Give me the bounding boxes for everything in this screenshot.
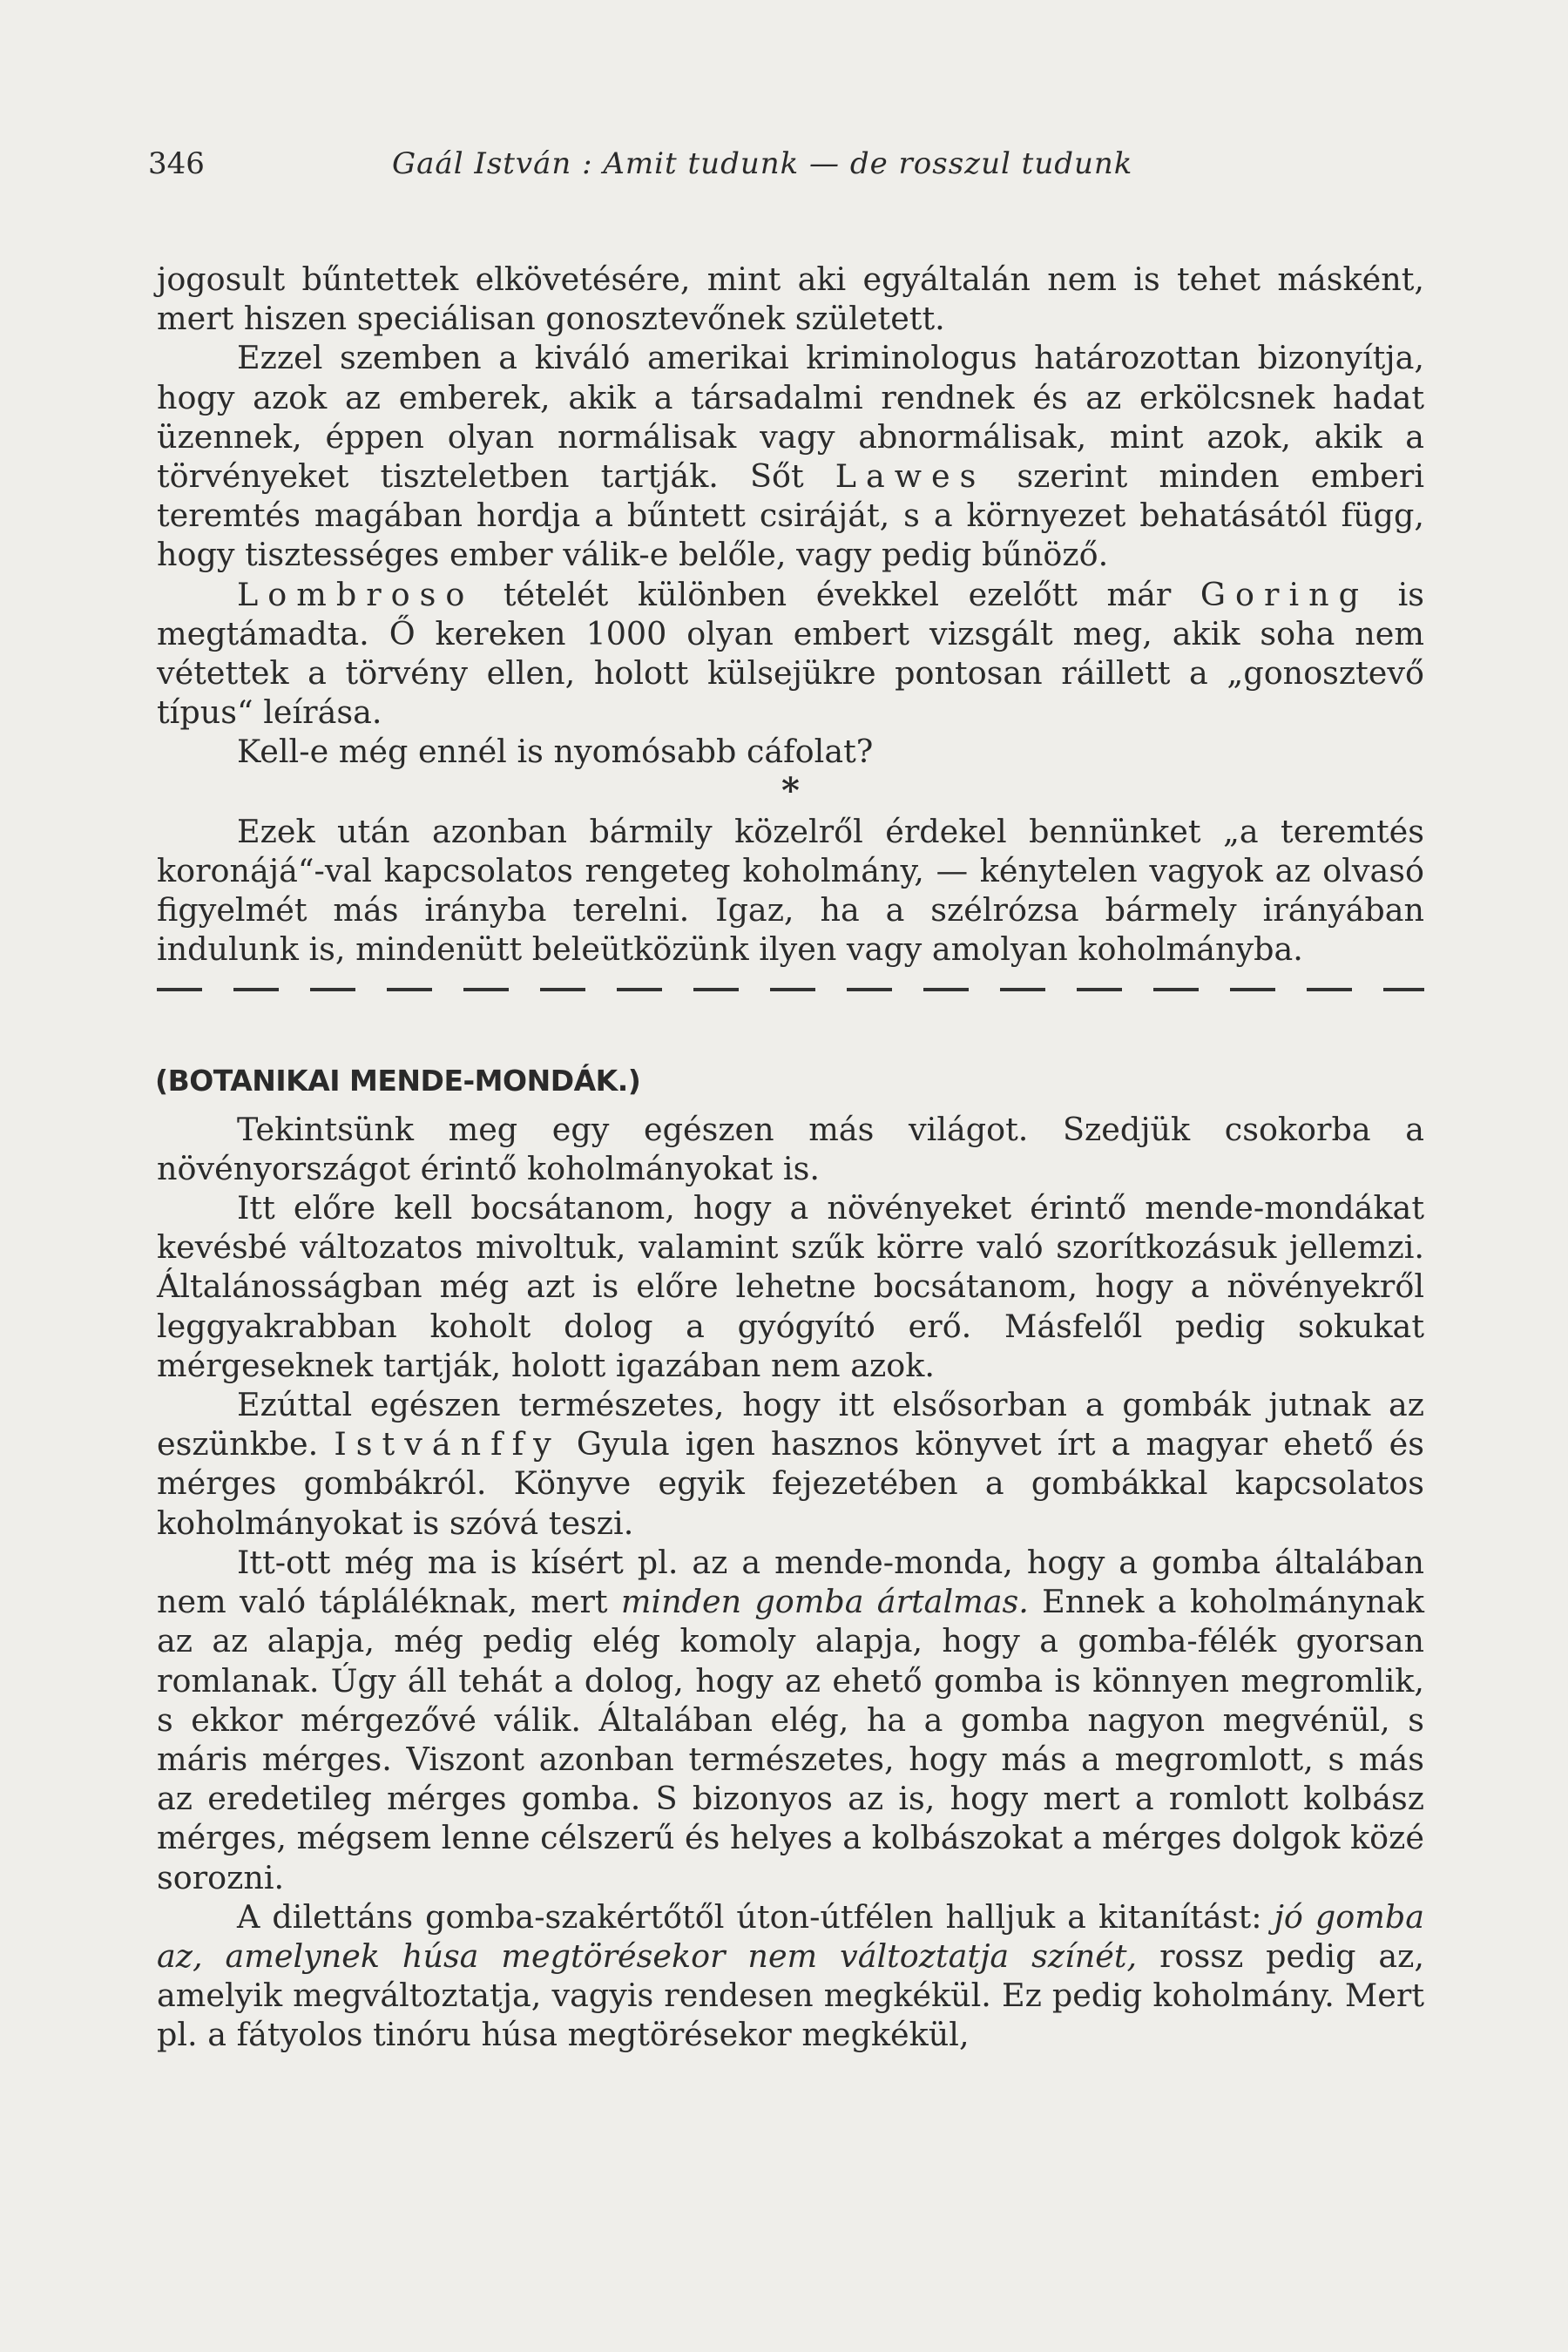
paragraph-text: jogosult bűntettek elkövetésére, mint aki egyáltalán nem is tehet másként, mert hiszen speciálisan gonosztevőnek született. [157, 260, 1424, 338]
paragraph [157, 732, 1424, 771]
paragraph-text: Tekintsünk meg egy egészen más világot. Szedjük csokorba a növényországot érintő koholmányokat is. [157, 1110, 1424, 1187]
paragraph [157, 1188, 1424, 1385]
author-name: Goring [1200, 575, 1369, 613]
paragraph [157, 1897, 1424, 2055]
paragraph [157, 1385, 1424, 1543]
paragraph [157, 1110, 1424, 1188]
paragraph-text: Ezzel szemben a kiváló amerikai kriminologus határozottan bizonyítja, hogy azok az emberek, akik a társadalmi rendnek és az erkölcsnek hadat üzennek, éppen olyan normálisak vagy abnormálisak, mint azok, akik a törvényeket tiszteletben tartják. Sőt [157, 339, 1424, 496]
paragraph-text: Gyula igen hasznos könyvet írt a magyar ehető és mérges gombákról. Könyve egyik fejezetében a gombákkal kapcsolatos koholmányokat is szóvá teszi. [157, 1425, 1424, 1542]
paragraph-text: A dilettáns gomba-szakértőtől úton-útfélen halljuk a kitanítást: [237, 1897, 1262, 1936]
paragraph-text: Itt-ott még ma is kísért pl. az a mende-monda, hogy a gomba általában nem való tápláléknak, mert [157, 1543, 1424, 1621]
author-name: Lombroso [237, 575, 475, 613]
author-name: Istvánffy [334, 1425, 561, 1463]
dashed-divider [157, 988, 1424, 991]
paragraph [157, 338, 1424, 574]
page-number: 346 [148, 146, 205, 181]
paragraph-text: rossz pedig az, amelyik megváltoztatja, vagyis rendesen megkékül. Ez pedig koholmány. Mert pl. a fátyolos tinóru húsa megtörésekor megkékül, [157, 1936, 1424, 2054]
paragraph [157, 1543, 1424, 1897]
page-header [148, 146, 1429, 190]
paragraph-text: szerint minden emberi teremtés magában hordja a bűntett csiráját, s a környezet behatásától függ, hogy tisztességes ember válik-e belőle, vagy pedig bűnöző. [157, 457, 1425, 574]
paragraph [157, 812, 1424, 970]
section-separator-asterisk: * [781, 769, 800, 811]
body-text [157, 260, 1424, 2055]
paragraph-text: Itt előre kell bocsátanom, hogy a növényeket érintő mende-mondákat kevésbé változatos mivoltuk, valamint szűk körre való szorítkozásuk jellemzi. Általánosságban még azt is előre lehetne bocsátanom, hogy a növényekről leggyakrabban koholt dolog a gyógyító erő. Másfelől pedig sokukat mérgeseknek tartják, holott igazában nem azok. [157, 1189, 1424, 1384]
paragraph-text: Kell-e még ennél is nyomósabb cáfolat? [237, 733, 874, 771]
paragraph-text: is megtámadta. Ő kereken 1000 olyan embert vizsgált meg, akik soha nem vétettek a törvény ellen, holott külsejükre pontosan ráillett a „gonosztevő típus“ leírása. [157, 575, 1424, 732]
paragraph-text: Ezúttal egészen természetes, hogy itt elsősorban a gombák jutnak az eszünkbe. [157, 1386, 1424, 1463]
italic-emphasis: minden gomba ártalmas. [620, 1583, 1029, 1621]
paragraph-text: Ennek a koholmánynak az az alapja, még pedig elég komoly alapja, hogy a gomba-félék gyorsan romlanak. Úgy áll tehát a dolog, hogy az ehető gomba is könnyen megromlik, s ekkor mérgezővé válik. Általában elég, ha a gomba nagyon megvénül, s máris mérges. Viszont azonban természetes, hogy más a megromlott, s más az eredetileg mérges gomba. S bizonyos az is, hogy mert a romlott kolbász mérges, mégsem lenne célszerű és helyes a kolbászokat a mérges dolgok közé sorozni. [157, 1583, 1424, 1896]
section-heading: (BOTANIKAI MENDE-MONDÁK.) [155, 1064, 641, 1098]
paragraph [157, 575, 1424, 733]
paragraph-text: tételét különben évekkel ezelőtt már [503, 575, 1172, 613]
italic-emphasis: jó gomba az, amelynek húsa megtörésekor nem változtatja színét, [157, 1897, 1424, 1975]
running-title: Gaál István : Amit tudunk — de rosszul tudunk [392, 146, 1133, 181]
paragraph-text: Ezek után azonban bármily közelről érdekel bennünket „a teremtés koronájá“-val kapcsolatos rengeteg koholmány, — kénytelen vagyok az olvasó figyelmét más irányba terelni. Igaz, ha a szélrózsa bármely irányában indulunk is, mindenütt beleütközünk ilyen vagy amolyan koholmányba. [157, 812, 1424, 969]
paragraph [157, 260, 1424, 338]
author-name: Lawes [835, 457, 986, 496]
